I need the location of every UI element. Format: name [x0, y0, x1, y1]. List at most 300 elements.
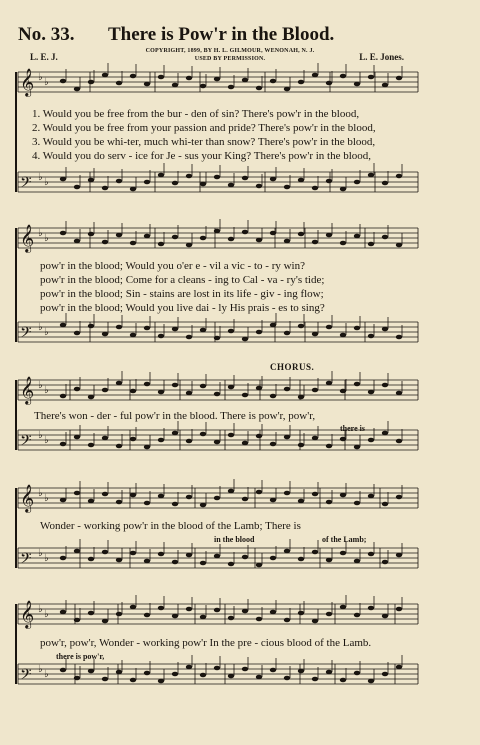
hymn-number: No. 33.: [18, 24, 75, 45]
notehead: [340, 678, 346, 683]
notehead: [396, 335, 402, 340]
notehead: [200, 561, 206, 566]
notehead: [270, 231, 276, 236]
notehead: [172, 431, 178, 436]
notehead: [368, 242, 374, 247]
notehead: [270, 442, 276, 447]
notehead: [186, 439, 192, 444]
notehead: [102, 388, 108, 393]
notehead: [270, 394, 276, 399]
notehead: [242, 78, 248, 83]
notehead: [242, 230, 248, 235]
notehead: [130, 678, 136, 683]
notehead: [326, 381, 332, 386]
notehead: [88, 499, 94, 504]
notehead: [228, 85, 234, 90]
notehead: [340, 241, 346, 246]
notehead: [186, 76, 192, 81]
notehead: [214, 336, 220, 341]
notehead: [242, 393, 248, 398]
notehead: [116, 444, 122, 449]
notehead: [116, 233, 122, 238]
notehead: [270, 668, 276, 673]
notehead: [382, 431, 388, 436]
notehead: [354, 82, 360, 87]
notehead: [116, 500, 122, 505]
notehead: [186, 665, 192, 670]
flat-icon: ♭: [44, 177, 49, 188]
notehead: [172, 614, 178, 619]
notehead: [116, 179, 122, 184]
notehead: [242, 337, 248, 342]
notehead: [340, 333, 346, 338]
notehead: [60, 231, 66, 236]
notehead: [88, 557, 94, 562]
notehead: [256, 86, 262, 91]
notehead: [186, 553, 192, 558]
notehead: [102, 73, 108, 78]
notehead: [158, 552, 164, 557]
bass-clef-icon: 𝄢: [20, 174, 32, 195]
flat-icon: ♭: [38, 172, 43, 183]
notehead: [298, 395, 304, 400]
chorus-line-2-bass-a: in the blood: [214, 535, 255, 544]
notehead: [74, 239, 80, 244]
notehead: [326, 325, 332, 330]
notehead: [228, 562, 234, 567]
notehead: [172, 181, 178, 186]
notehead: [144, 234, 150, 239]
notehead: [312, 388, 318, 393]
notehead: [102, 240, 108, 245]
notehead: [256, 563, 262, 568]
notehead: [144, 501, 150, 506]
verse-2-line-1: 2. Would you be free from your passion and pride? There's pow'r in the blood,: [32, 122, 376, 134]
notehead: [284, 549, 290, 554]
notehead: [270, 556, 276, 561]
notehead: [130, 605, 136, 610]
notehead: [354, 671, 360, 676]
bass-clef-icon: 𝄢: [20, 432, 32, 453]
notehead: [74, 331, 80, 336]
notehead: [228, 674, 234, 679]
notehead: [396, 76, 402, 81]
notehead: [368, 438, 374, 443]
notehead: [200, 432, 206, 437]
notehead: [298, 178, 304, 183]
copyright-line-2: USED BY PERMISSION.: [194, 56, 266, 62]
flat-icon: ♭: [44, 385, 49, 396]
notehead: [158, 606, 164, 611]
notehead: [214, 554, 220, 559]
notehead: [88, 395, 94, 400]
notehead: [144, 671, 150, 676]
notehead: [144, 180, 150, 185]
notehead: [130, 333, 136, 338]
notehead: [116, 670, 122, 675]
notehead: [354, 382, 360, 387]
notehead: [312, 332, 318, 337]
notehead: [312, 492, 318, 497]
verse-4-line-2: pow'r in the blood; Would you live dai - ly His prais - es to sing?: [40, 302, 325, 314]
notehead: [200, 182, 206, 187]
notehead: [116, 612, 122, 617]
flat-icon: ♭: [38, 72, 43, 83]
notehead: [312, 73, 318, 78]
notehead: [88, 232, 94, 237]
notehead: [382, 672, 388, 677]
notehead: [312, 550, 318, 555]
verse-3-line-1: 3. Would you be whi-ter, much whi-ter than snow? There's pow'r in the blood,: [32, 136, 376, 148]
notehead: [298, 611, 304, 616]
notehead: [130, 74, 136, 79]
notehead: [200, 328, 206, 333]
notehead: [326, 612, 332, 617]
notehead: [340, 389, 346, 394]
notehead: [172, 672, 178, 677]
notehead: [88, 80, 94, 85]
notehead: [270, 610, 276, 615]
notehead: [158, 173, 164, 178]
notehead: [172, 383, 178, 388]
notehead: [326, 179, 332, 184]
notehead: [256, 675, 262, 680]
notehead: [172, 560, 178, 565]
notehead: [158, 242, 164, 247]
notehead: [312, 240, 318, 245]
notehead: [298, 557, 304, 562]
copyright-line-1: COPYRIGHT, 1899, BY H. L. GILMOUR, WENONAH, N. J.: [145, 48, 315, 54]
notehead: [74, 185, 80, 190]
notehead: [172, 327, 178, 332]
notehead: [214, 608, 220, 613]
lyricist-credit: L. E. J.: [30, 52, 58, 62]
notehead: [312, 436, 318, 441]
notehead: [158, 679, 164, 684]
chorus-line-2-bass-b: of the Lamb;: [322, 535, 367, 544]
notehead: [60, 498, 66, 503]
flat-icon: ♭: [38, 430, 43, 441]
hymn-title: There is Pow'r in the Blood.: [108, 24, 335, 45]
notehead: [130, 551, 136, 556]
flat-icon: ♭: [38, 548, 43, 559]
flat-icon: ♭: [38, 488, 43, 499]
notehead: [382, 560, 388, 565]
notehead: [144, 445, 150, 450]
notehead: [214, 77, 220, 82]
notehead: [284, 87, 290, 92]
notehead: [242, 497, 248, 502]
notehead: [74, 676, 80, 681]
notehead: [74, 435, 80, 440]
notehead: [200, 236, 206, 241]
flat-icon: ♭: [38, 380, 43, 391]
treble-clef-icon: 𝄞: [20, 224, 35, 252]
notehead: [284, 239, 290, 244]
notehead: [186, 495, 192, 500]
notehead: [228, 616, 234, 621]
notehead: [340, 437, 346, 442]
notehead: [242, 176, 248, 181]
flat-icon: ♭: [44, 609, 49, 620]
flat-icon: ♭: [44, 77, 49, 88]
notehead: [312, 186, 318, 191]
notehead: [270, 79, 276, 84]
notehead: [354, 326, 360, 331]
notehead: [298, 232, 304, 237]
treble-clef-icon: 𝄞: [20, 376, 35, 404]
notehead: [354, 445, 360, 450]
notehead: [368, 679, 374, 684]
notehead: [130, 241, 136, 246]
notehead: [312, 677, 318, 682]
treble-clef-icon: 𝄞: [20, 600, 35, 628]
notehead: [340, 605, 346, 610]
flat-icon: ♭: [38, 322, 43, 333]
notehead: [228, 183, 234, 188]
notehead: [340, 493, 346, 498]
notehead: [158, 334, 164, 339]
notehead: [60, 79, 66, 84]
notehead: [382, 614, 388, 619]
notehead: [242, 609, 248, 614]
notehead: [200, 384, 206, 389]
notehead: [186, 607, 192, 612]
notehead: [60, 668, 66, 673]
notehead: [284, 676, 290, 681]
notehead: [256, 434, 262, 439]
notehead: [256, 238, 262, 243]
notehead: [326, 558, 332, 563]
notehead: [88, 669, 94, 674]
notehead: [214, 440, 220, 445]
notehead: [172, 502, 178, 507]
notehead: [256, 386, 262, 391]
verse-2-line-2: pow'r in the blood; Come for a cleans - ing to Cal - va - ry's tide;: [40, 274, 325, 286]
bass-clef-icon: 𝄢: [20, 550, 32, 571]
flat-icon: ♭: [44, 669, 49, 680]
notehead: [368, 390, 374, 395]
notehead: [144, 559, 150, 564]
notehead: [326, 670, 332, 675]
notehead: [326, 233, 332, 238]
notehead: [200, 615, 206, 620]
notehead: [340, 551, 346, 556]
notehead: [88, 443, 94, 448]
notehead: [396, 439, 402, 444]
notehead: [298, 499, 304, 504]
flat-icon: ♭: [44, 435, 49, 446]
notehead: [228, 385, 234, 390]
notehead: [60, 442, 66, 447]
notehead: [368, 334, 374, 339]
chorus-line-1-bass: there is: [340, 424, 365, 433]
notehead: [116, 381, 122, 386]
notehead: [214, 666, 220, 671]
notehead: [74, 387, 80, 392]
notehead: [354, 613, 360, 618]
notehead: [396, 553, 402, 558]
notehead: [256, 617, 262, 622]
notehead: [396, 174, 402, 179]
notehead: [270, 323, 276, 328]
notehead: [284, 435, 290, 440]
notehead: [368, 494, 374, 499]
verse-1-line-1: 1. Would you be free from the bur - den of sin? There's pow'r in the blood,: [32, 108, 360, 120]
notehead: [340, 187, 346, 192]
notehead: [284, 491, 290, 496]
notehead: [74, 87, 80, 92]
bass-clef-icon: 𝄢: [20, 666, 32, 687]
composer-credit: L. E. Jones.: [359, 52, 404, 62]
notehead: [60, 610, 66, 615]
notehead: [102, 332, 108, 337]
flat-icon: ♭: [44, 327, 49, 338]
notehead: [186, 174, 192, 179]
notehead: [354, 501, 360, 506]
notehead: [396, 495, 402, 500]
notehead: [214, 496, 220, 501]
notehead: [382, 327, 388, 332]
verse-1-line-2: pow'r in the blood; Would you o'er e - vil a vic - to - ry win?: [40, 260, 305, 272]
notehead: [382, 83, 388, 88]
notehead: [298, 324, 304, 329]
notehead: [256, 184, 262, 189]
notehead: [396, 391, 402, 396]
notehead: [60, 394, 66, 399]
notehead: [368, 606, 374, 611]
treble-clef-icon: 𝄞: [20, 68, 35, 96]
notehead: [298, 669, 304, 674]
notehead: [298, 80, 304, 85]
notehead: [200, 84, 206, 89]
notehead: [130, 187, 136, 192]
notehead: [186, 335, 192, 340]
notehead: [102, 677, 108, 682]
notehead: [368, 173, 374, 178]
notehead: [60, 177, 66, 182]
notehead: [102, 492, 108, 497]
notehead: [158, 438, 164, 443]
notehead: [200, 673, 206, 678]
notehead: [74, 491, 80, 496]
notehead: [60, 556, 66, 561]
notehead: [256, 490, 262, 495]
notehead: [88, 611, 94, 616]
verse-4-line-1: 4. Would you do serv - ice for Je - sus your King? There's pow'r in the blood,: [32, 150, 372, 162]
notehead: [228, 329, 234, 334]
notehead: [368, 552, 374, 557]
treble-clef-icon: 𝄞: [20, 484, 35, 512]
notehead: [326, 444, 332, 449]
notehead: [340, 74, 346, 79]
notehead: [242, 555, 248, 560]
flat-icon: ♭: [38, 664, 43, 675]
notehead: [396, 607, 402, 612]
notehead: [368, 75, 374, 80]
chorus-line-1: There's won - der - ful pow'r in the blood. There is pow'r, pow'r,: [34, 410, 316, 422]
notehead: [326, 81, 332, 86]
flat-icon: ♭: [44, 493, 49, 504]
notehead: [284, 331, 290, 336]
notehead: [130, 437, 136, 442]
notehead: [144, 326, 150, 331]
notehead: [214, 392, 220, 397]
notehead: [130, 389, 136, 394]
flat-icon: ♭: [38, 604, 43, 615]
notehead: [186, 391, 192, 396]
notehead: [256, 330, 262, 335]
notehead: [130, 493, 136, 498]
notehead: [298, 443, 304, 448]
notehead: [88, 324, 94, 329]
notehead: [382, 181, 388, 186]
notehead: [228, 489, 234, 494]
notehead: [88, 178, 94, 183]
notehead: [270, 177, 276, 182]
notehead: [326, 500, 332, 505]
notehead: [354, 234, 360, 239]
notehead: [382, 235, 388, 240]
notehead: [186, 243, 192, 248]
notehead: [74, 618, 80, 623]
notehead: [158, 494, 164, 499]
notehead: [200, 503, 206, 508]
notehead: [382, 383, 388, 388]
notehead: [116, 81, 122, 86]
flat-icon: ♭: [44, 233, 49, 244]
notehead: [144, 382, 150, 387]
chorus-line-3-bass: there is pow'r,: [56, 652, 105, 661]
notehead: [102, 436, 108, 441]
chorus-line-2: Wonder - working pow'r in the blood of the Lamb; There is: [40, 520, 301, 532]
notehead: [284, 185, 290, 190]
notehead: [102, 186, 108, 191]
notehead: [60, 323, 66, 328]
notehead: [312, 619, 318, 624]
notehead: [354, 180, 360, 185]
notehead: [382, 502, 388, 507]
notehead: [102, 619, 108, 624]
notehead: [144, 82, 150, 87]
notehead: [116, 558, 122, 563]
notehead: [396, 665, 402, 670]
notehead: [214, 229, 220, 234]
notehead: [228, 237, 234, 242]
notehead: [242, 441, 248, 446]
notehead: [102, 550, 108, 555]
chorus-label: CHORUS.: [270, 362, 315, 372]
notehead: [242, 667, 248, 672]
notehead: [144, 613, 150, 618]
bass-clef-icon: 𝄢: [20, 324, 32, 345]
notehead: [158, 390, 164, 395]
notehead: [116, 325, 122, 330]
notehead: [214, 175, 220, 180]
verse-3-line-2: pow'r in the blood; Sin - stains are lost in its life - giv - ing flow;: [40, 288, 324, 300]
notehead: [284, 387, 290, 392]
notehead: [270, 498, 276, 503]
notehead: [172, 235, 178, 240]
notehead: [284, 618, 290, 623]
notehead: [172, 83, 178, 88]
notehead: [354, 559, 360, 564]
notehead: [74, 549, 80, 554]
flat-icon: ♭: [38, 228, 43, 239]
chorus-line-3: pow'r, pow'r, Wonder - working pow'r In the pre - cious blood of the Lamb.: [40, 637, 372, 649]
notehead: [158, 75, 164, 80]
flat-icon: ♭: [44, 553, 49, 564]
